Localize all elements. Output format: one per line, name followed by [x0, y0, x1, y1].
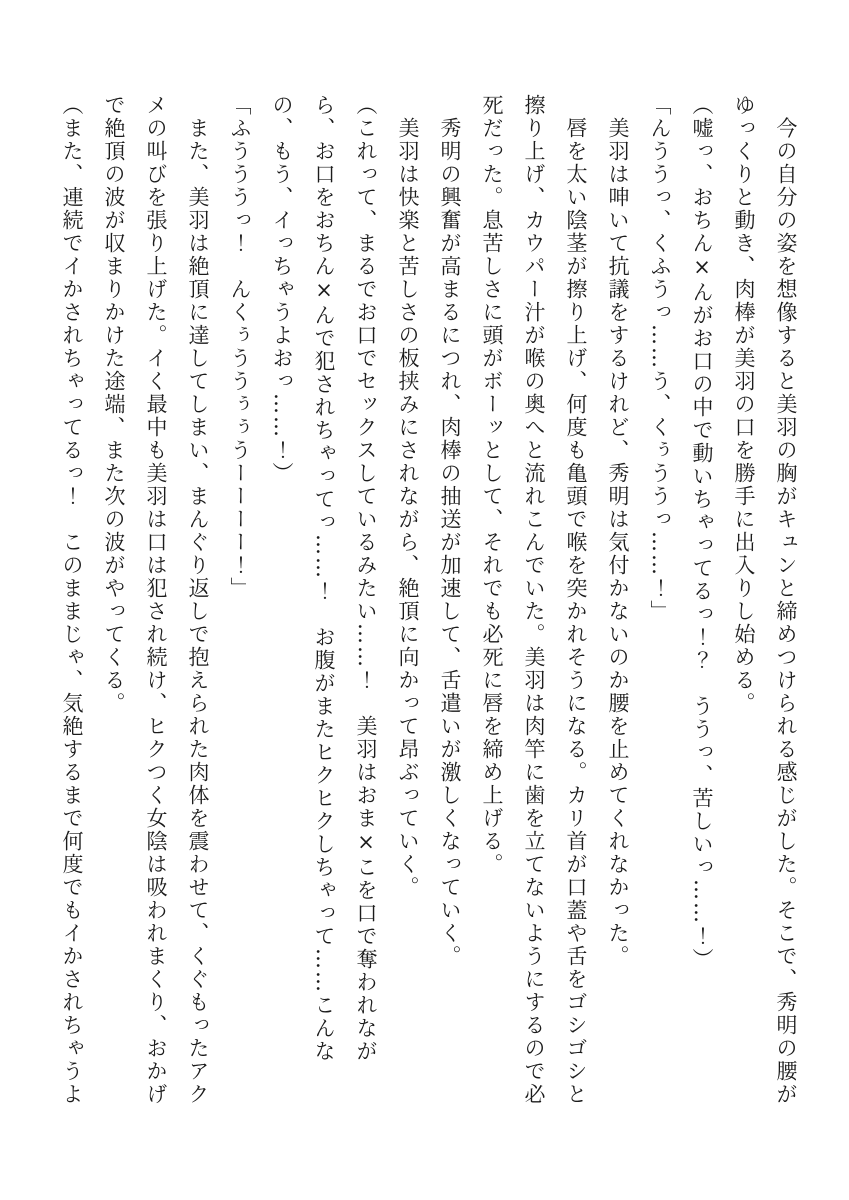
- dialogue-line: 「んううっ、くふうっ……う、くぅううっ……！」: [648, 94, 672, 623]
- narration-paragraph: 唇を太い陰茎が擦り上げ、何度も亀頭で喉を突かれそうになる。カリ首が口蓋や舌をゴシゴシと擦り上げ、カウパー汁が喉の奥へと流れこんでいた。美羽は肉竿に歯を立てないようにするので必死だった。息苦しさに頭がボーッとして、それでも必死に唇を締め上げる。: [480, 94, 588, 1106]
- narration-paragraph: 秀明の興奮が高まるにつれ、肉棒の抽送が加速して、舌遣いが激しくなっていく。: [438, 117, 462, 968]
- vertical-text-block: [51, 94, 807, 1108]
- thought-line: （また、連続でイかされちゃってるっ！ このままじゃ、気絶するまで何度でもイかされちゃうよ: [60, 94, 84, 1106]
- thought-line: （これって、まるでお口でセックスしているみたい……！ 美羽はおま×こを口で奪われながら、お口をおちん×んで犯されちゃってっ……！ お腹がまたヒクヒクしちゃって……こんなの、もう、イっちゃうよおっ……！）: [270, 94, 378, 1063]
- thought-line: （嘘っ、おちん×んがお口の中で動いちゃってるっ！？ ううっ、苦しいっ……！）: [690, 94, 714, 971]
- narration-paragraph: 今の自分の姿を想像すると美羽の胸がキュンと締めつけられる感じがした。そこで、秀明の腰がゆっくりと動き、肉棒が美羽の口を勝手に出入りし始める。: [732, 94, 798, 1106]
- dialogue-line: 「ふうううっ！ んくぅううぅぅうーーーー！」: [228, 94, 252, 600]
- narration-paragraph: 美羽は呻いて抗議をするけれど、秀明は気付かないのか腰を止めてくれなかった。: [606, 117, 630, 968]
- narration-paragraph: また、美羽は絶頂に達してしまい、まんぐり返しで抱えられた肉体を震わせて、くぐもったアクメの叫びを張り上げた。イく最中も美羽は口は犯され続け、ヒクつく女陰は吸われまくり、おかげで絶頂の波が収まりかけた途端、また次の波がやってくる。: [102, 94, 210, 1106]
- narration-paragraph: 美羽は快楽と苦しさの板挟みにされながら、絶頂に向かって昂ぶっていく。: [396, 117, 420, 899]
